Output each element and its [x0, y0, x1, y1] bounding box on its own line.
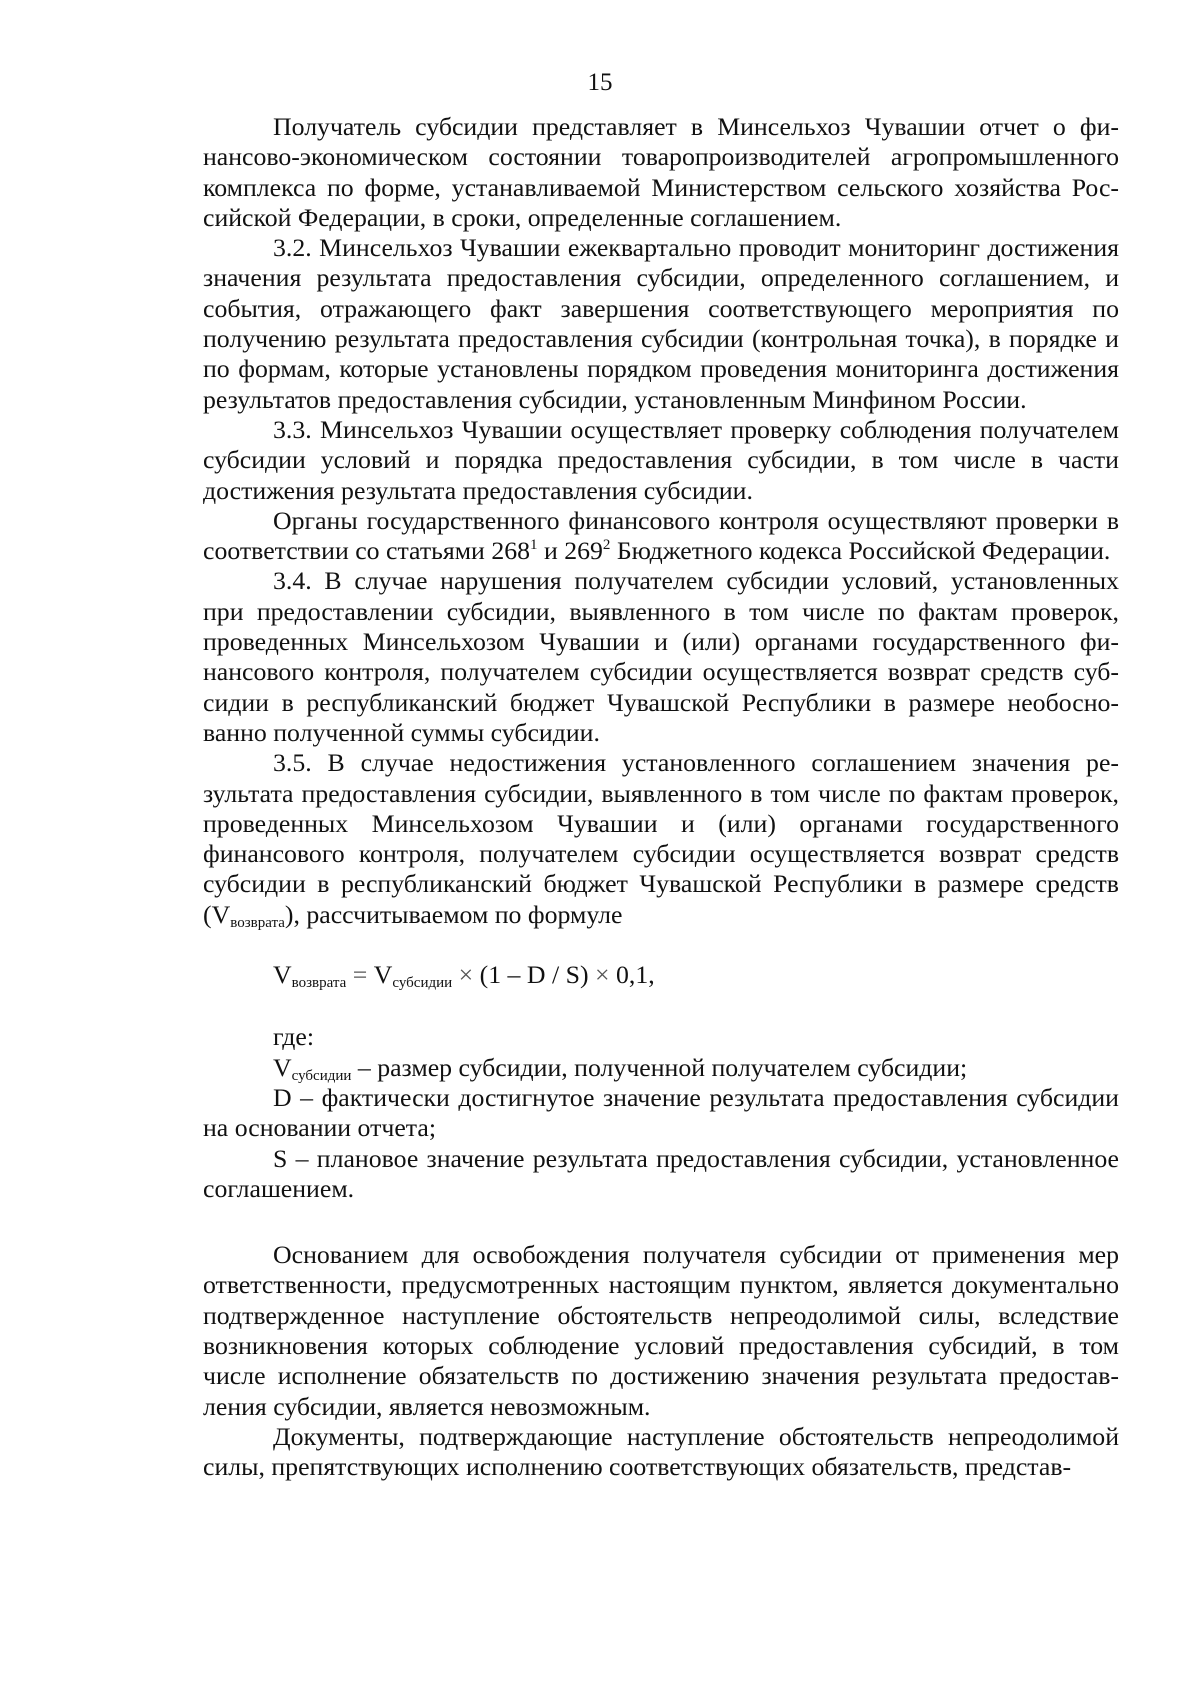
formula-parenthesis: (1 – D / S)	[479, 960, 589, 990]
definition-s: S – плановое значение результата предоставления субсидии, установленное соглашением.	[203, 1143, 1119, 1203]
formula-equals: =	[346, 960, 374, 990]
formula-v-return: V	[273, 960, 292, 990]
definition-v-subsidy	[203, 1053, 1119, 1083]
paragraph-3-5	[203, 748, 1119, 930]
formula-coefficient: 0,1,	[615, 960, 655, 990]
paragraph-3-4: 3.4. В случае нарушения получателем субсидии условий, установленных при предоставлении субсидии, выявленного в том числе по фактам проверок, проведенных Минсельхозом Чувашии и (или) органами государственного финансового контроля, получателем субсидии осуществляется возврат средств субсидии в республиканский бюджет Чувашской Республики в размере необоснованно полученной суммы субсидии.	[203, 566, 1119, 747]
section-gap	[203, 1204, 1119, 1240]
paragraph-control-bodies-text-3: Бюджетного кодекса Российской Федерации.	[610, 536, 1111, 566]
formula-sub-vozvrata: возврата	[291, 975, 347, 992]
paragraph-control-bodies	[203, 506, 1119, 567]
definition-v-text: – размер субсидии, полученной получателем субсидии;	[351, 1052, 968, 1082]
paragraph-report: Получатель субсидии представляет в Минсельхоз Чувашии отчет о финансово-экономическом состоянии товаропроизводителей агропромышленного комплекса по форме, устанавливаемой Министерством сельского хозяйства Российской Федерации, в сроки, определенные соглашением.	[203, 112, 1119, 232]
paragraph-3-5-tail: ), рассчитываемом по формуле	[284, 899, 623, 929]
paragraph-force-majeure: Основанием для освобождения получателя субсидии от применения мер ответственности, предусмотренных настоящим пунктом, является документально подтвержденное наступление обстоятельств непреодолимой силы, вследствие возникновения которых соблюдение условий предоставления субсидий, в том числе исполнение обязательств по достижению значения результата предоставления субсидии, является невозможным.	[203, 1240, 1119, 1421]
return-formula	[203, 960, 1119, 990]
page-number: 15	[587, 69, 613, 96]
superscript-2: 2	[602, 537, 611, 554]
paragraph-3-2: 3.2. Минсельхоз Чувашии ежеквартально проводит мониторинг достижения значения результата предоставления субсидии, определенного соглашением, и события, отражающего факт завершения соответствующего мероприятия по получению результата предоставления субсидии (контрольная точка), в порядке и по формам, которые установлены порядком проведения мониторинга достижения результатов предоставления субсидии, установленным Минфином России.	[203, 233, 1119, 414]
subscript-vozvrata: возврата	[230, 914, 285, 931]
definition-v: V	[273, 1052, 292, 1082]
formula-sub-subsidii: субсидии	[392, 975, 453, 992]
paragraph-control-bodies-text-2: и 269	[537, 536, 603, 566]
paragraph-3-3: 3.3. Минсельхоз Чувашии осуществляет проверку соблюдения получателем субсидии условий и порядка предоставления субсидии, в том числе в части достижения результата предоставления субсидии.	[203, 414, 1119, 505]
where-label: где:	[273, 1022, 315, 1052]
document-body	[203, 112, 1119, 1482]
definition-d: D – фактически достигнутое значение результата предоставления субсидии на основании отчета;	[203, 1082, 1119, 1143]
definition-sub-subsidii: субсидии	[291, 1067, 352, 1084]
paragraph-documents: Документы, подтверждающие наступление обстоятельств непреодолимой силы, препятствующих исполнению соответствующих обязательств, представ-	[203, 1421, 1119, 1482]
formula-times-1: ×	[452, 960, 480, 990]
formula-v-subsidy: V	[373, 960, 393, 990]
paragraph-3-5-text: 3.5. В случае недостижения установленного соглашением значения результата предоставления субсидии, выявленного в том числе по фактам проверок, проведенных Минсельхозом Чувашии и (или) органами государственного финансового контроля, получателем субсидии осуществляется возврат средств субсидии в республиканский бюджет Чувашской Республики в размере средств (V	[203, 748, 1119, 929]
formula-times-2: ×	[588, 960, 616, 990]
paragraph-control-bodies-text-1: Органы государственного финансового контроля осуществляют проверки в соответствии со статьями 268	[203, 505, 1119, 566]
superscript-1: 1	[530, 537, 538, 554]
